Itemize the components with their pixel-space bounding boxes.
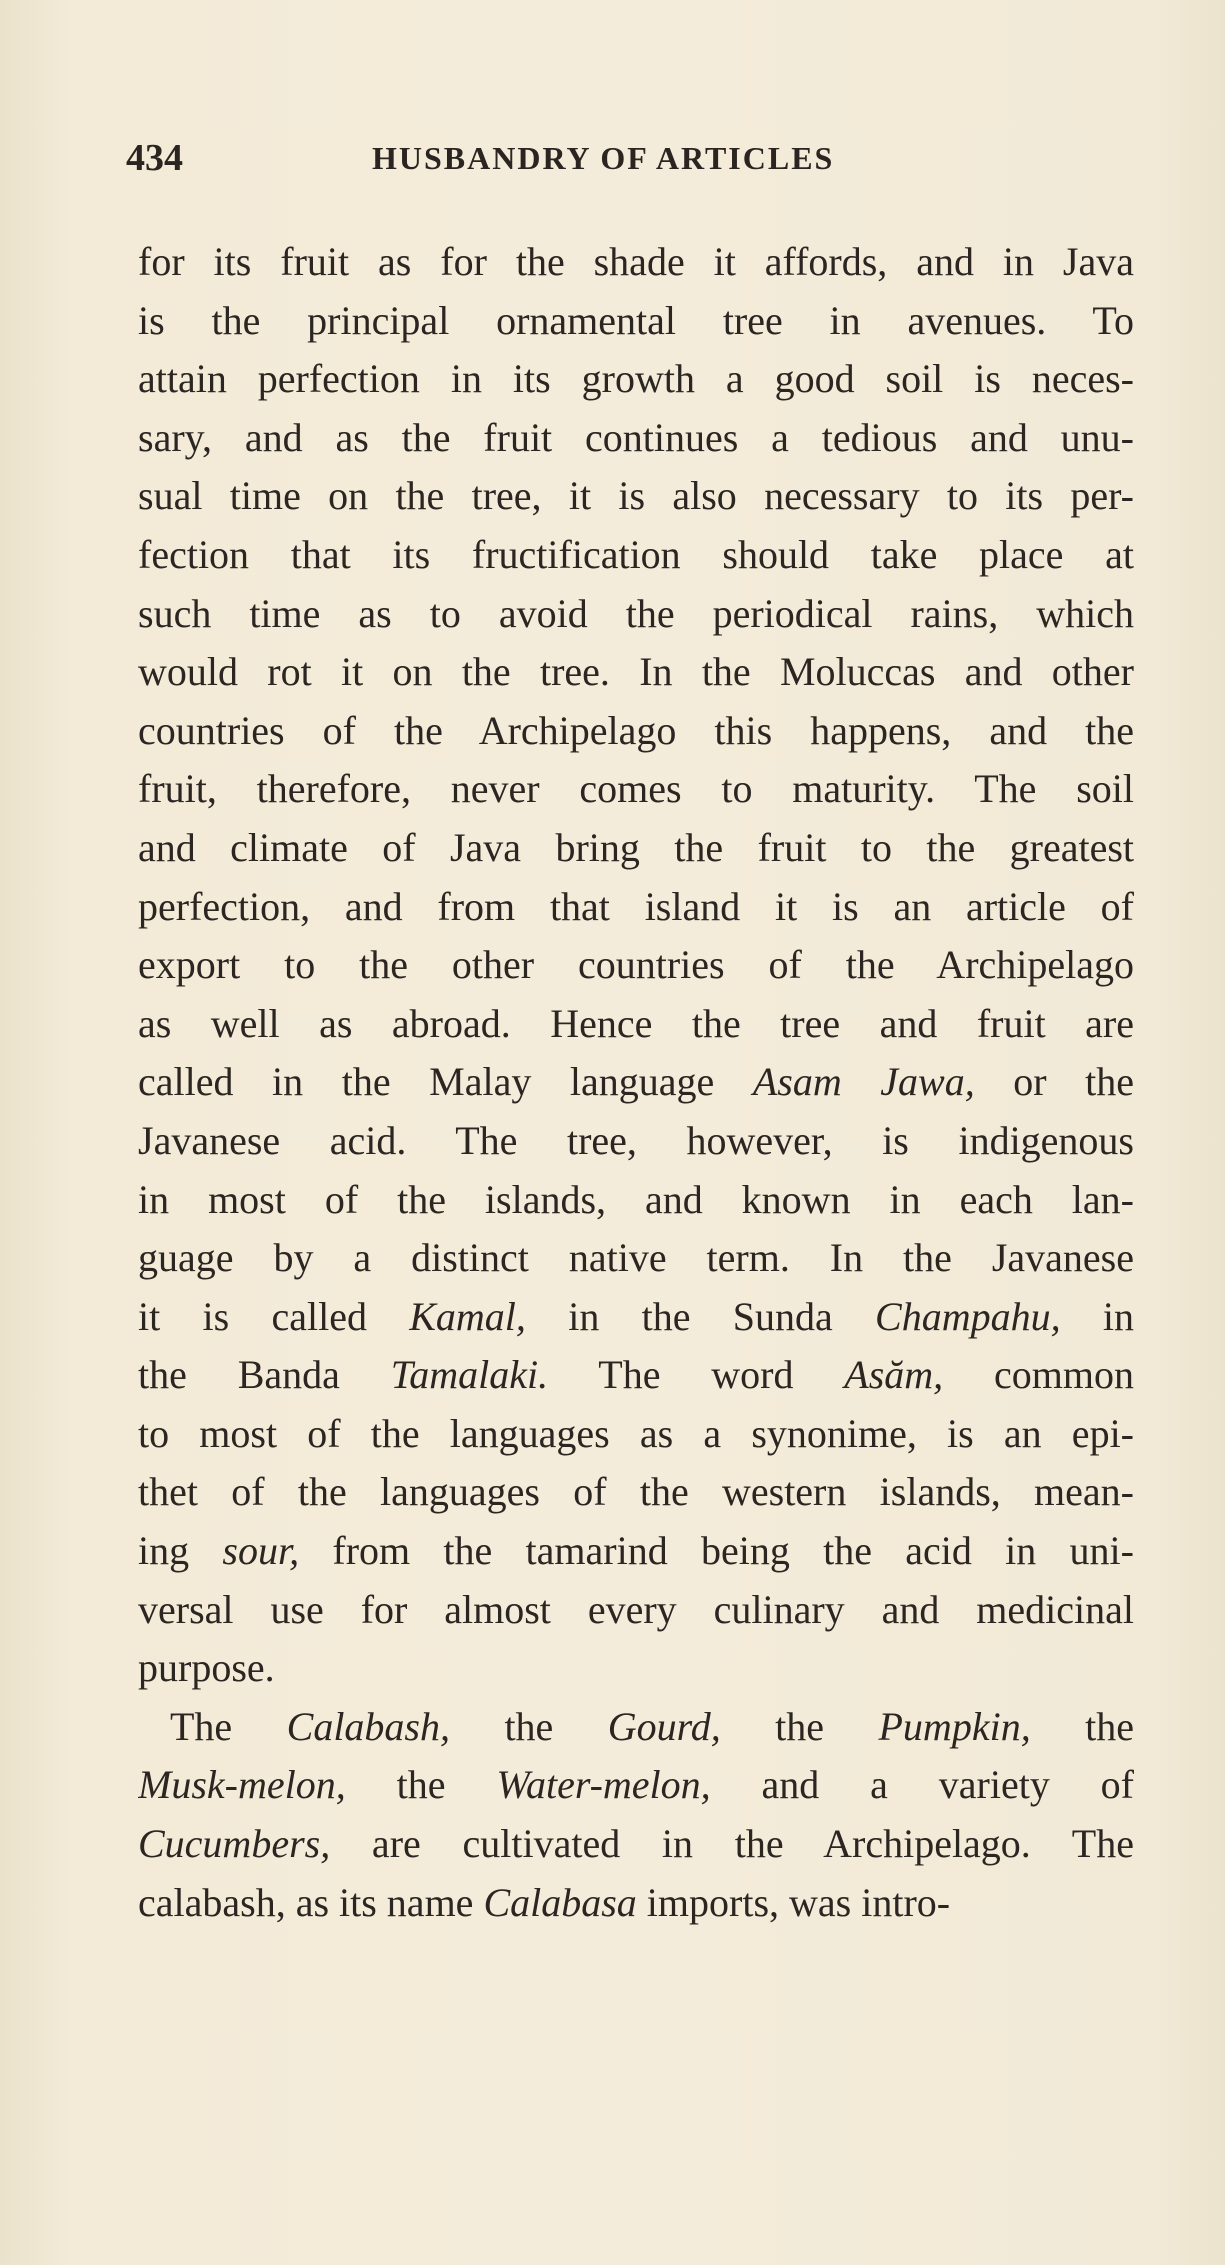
text-segment: and climate of Java bring the fruit to the greatest — [138, 824, 1134, 870]
text-line — [138, 1756, 1134, 1815]
text-line — [138, 1405, 1134, 1464]
italic-term: Calabasa — [483, 1879, 637, 1925]
text-line — [138, 995, 1134, 1054]
text-segment: would rot it on the tree. In the Moluccas and other — [138, 649, 1134, 695]
text-line — [138, 409, 1134, 468]
text-line — [138, 702, 1134, 761]
text-segment: The — [170, 1703, 287, 1749]
text-segment: it is called — [138, 1293, 410, 1339]
text-line — [138, 467, 1134, 526]
italic-term: Calabash, — [286, 1703, 450, 1749]
text-segment: export to the other countries of the Archipelago — [138, 942, 1134, 988]
text-line — [138, 1522, 1134, 1581]
text-segment: the Banda — [138, 1352, 391, 1398]
text-segment: the — [345, 1762, 497, 1808]
text-line — [138, 1581, 1134, 1640]
text-segment: is the principal ornamental tree in avenues. To — [138, 297, 1134, 343]
text-segment: in the Sunda — [525, 1293, 876, 1339]
italic-term: Kamal, — [409, 1293, 526, 1339]
text-line — [138, 936, 1134, 995]
text-segment: purpose. — [138, 1645, 275, 1691]
italic-term: Asam Jawa, — [752, 1059, 975, 1105]
italic-term: Pumpkin, — [878, 1703, 1031, 1749]
text-segment: The word — [548, 1352, 845, 1398]
text-segment: countries of the Archipelago this happens, and the — [138, 707, 1134, 753]
text-segment: the — [1030, 1703, 1134, 1749]
text-line — [138, 1463, 1134, 1522]
text-line — [138, 1112, 1134, 1171]
running-title: HUSBANDRY OF ARTICLES — [372, 140, 835, 176]
text-segment: as well as abroad. Hence the tree and fruit are — [138, 1000, 1134, 1046]
text-segment: to most of the languages as a synonime, is an epi- — [138, 1410, 1134, 1456]
text-segment: common — [943, 1352, 1134, 1398]
text-line — [138, 1874, 1134, 1933]
text-segment: calabash, as its name — [138, 1879, 484, 1925]
text-segment: sual time on the tree, it is also necessary to its per- — [138, 473, 1134, 519]
italic-term: Tamalaki. — [390, 1352, 549, 1398]
italic-term: Asăm, — [844, 1352, 944, 1398]
body-text — [138, 233, 1134, 1932]
text-segment: imports, was intro- — [636, 1879, 951, 1925]
text-line — [138, 1698, 1134, 1757]
text-line — [138, 1229, 1134, 1288]
italic-term: sour, — [222, 1528, 300, 1574]
text-line — [138, 1053, 1134, 1112]
text-line — [138, 819, 1134, 878]
text-segment: from the tamarind being the acid in uni- — [299, 1528, 1134, 1574]
text-line — [138, 526, 1134, 585]
text-line — [138, 1639, 1134, 1698]
italic-term: Champahu, — [875, 1293, 1061, 1339]
text-segment: such time as to avoid the periodical rains, which — [138, 590, 1134, 636]
page-number: 434 — [126, 137, 183, 179]
text-line — [138, 1288, 1134, 1347]
text-segment: ing — [138, 1528, 223, 1574]
italic-term: Gourd, — [607, 1703, 721, 1749]
text-line — [138, 1171, 1134, 1230]
text-segment: or the — [974, 1059, 1134, 1105]
text-line — [138, 292, 1134, 351]
text-segment: perfection, and from that island it is an article of — [138, 883, 1134, 929]
text-segment: versal use for almost every culinary and medicinal — [138, 1586, 1134, 1632]
running-head — [126, 128, 1106, 188]
text-segment: in most of the islands, and known in each lan- — [138, 1176, 1134, 1222]
text-line — [138, 878, 1134, 937]
text-segment: the — [450, 1703, 608, 1749]
text-segment: are cultivated in the Archipelago. The — [330, 1821, 1134, 1867]
text-line — [138, 760, 1134, 819]
text-segment: attain perfection in its growth a good soil is neces- — [138, 356, 1134, 402]
text-segment: sary, and as the fruit continues a tedious and unu- — [138, 414, 1134, 460]
text-segment: fruit, therefore, never comes to maturity. The soil — [138, 766, 1134, 812]
text-segment: thet of the languages of the western islands, mean- — [138, 1469, 1134, 1515]
text-segment: Javanese acid. The tree, however, is indigenous — [138, 1117, 1134, 1163]
text-line — [138, 585, 1134, 644]
text-segment: for its fruit as for the shade it affords, and in Java — [138, 239, 1134, 284]
text-segment: the — [720, 1703, 879, 1749]
text-line — [138, 1346, 1134, 1405]
text-segment: called in the Malay language — [138, 1059, 753, 1105]
italic-term: Musk-melon, — [138, 1762, 346, 1808]
text-segment: and a variety of — [710, 1762, 1134, 1808]
italic-term: Cucumbers, — [138, 1821, 331, 1867]
text-segment: guage by a distinct native term. In the Javanese — [138, 1235, 1134, 1281]
text-line — [138, 643, 1134, 702]
text-line — [138, 1815, 1134, 1874]
text-segment: in — [1060, 1293, 1134, 1339]
text-line — [138, 233, 1134, 292]
italic-term: Water-melon, — [496, 1762, 711, 1808]
text-segment: fection that its fructification should take place at — [138, 531, 1134, 577]
text-line — [138, 350, 1134, 409]
